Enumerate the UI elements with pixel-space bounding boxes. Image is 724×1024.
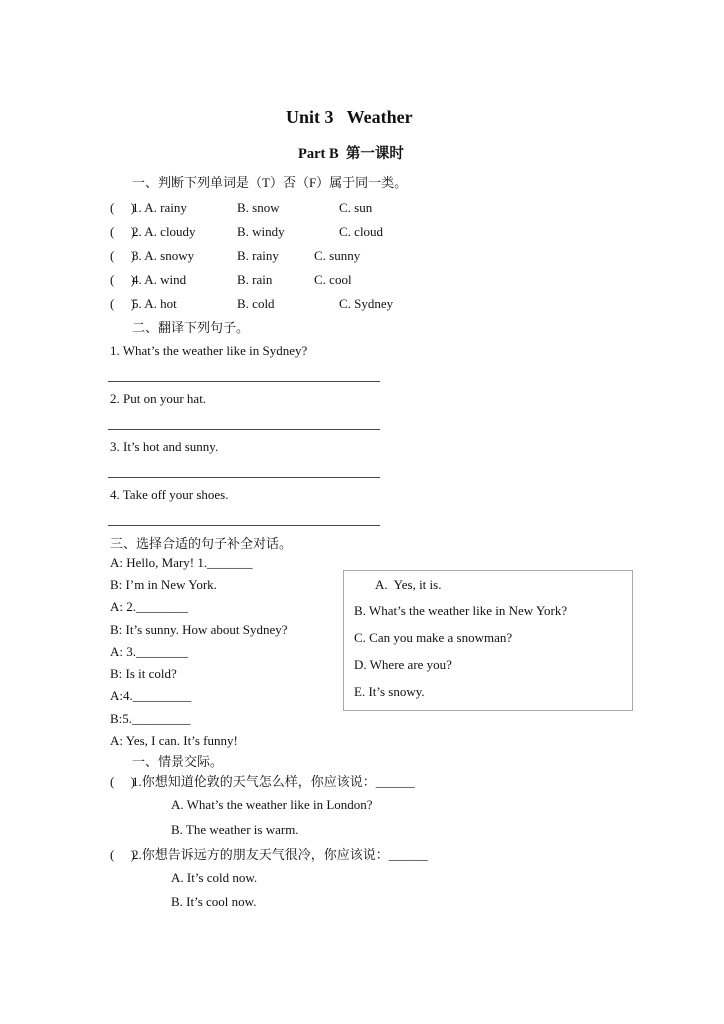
item-option-c: C. cool <box>314 272 352 287</box>
answer-line[interactable] <box>108 381 380 382</box>
dialogue-line: B: I’m in New York. <box>110 577 217 592</box>
option-item: D. Where are you? <box>354 657 452 672</box>
option-item: A. Yes, it is. <box>375 577 442 592</box>
item-option-a: 1. A. rainy <box>132 200 187 215</box>
answer-paren[interactable]: ( ) <box>110 200 135 215</box>
page-subtitle: Part B 第一课时 <box>298 146 404 162</box>
dialogue-line: B:5._________ <box>110 711 191 726</box>
section2-heading: 二、翻译下列句子。 <box>132 320 250 335</box>
answer-line[interactable] <box>108 525 380 526</box>
translate-sentence: 1. What’s the weather like in Sydney? <box>110 343 308 358</box>
question-prompt: 1.你想知道伦敦的天气怎么样，你应该说：______ <box>132 774 415 789</box>
question-prompt: 2.你想告诉远方的朋友天气很冷，你应该说：______ <box>132 847 428 862</box>
item-option-c: C. Sydney <box>339 296 394 311</box>
dialogue-line: A: Yes, I can. It’s funny! <box>110 733 238 748</box>
option-item: E. It’s snowy. <box>354 684 425 699</box>
dialogue-line: A: Hello, Mary! 1._______ <box>110 555 253 570</box>
answer-paren[interactable]: ( ) <box>110 248 135 263</box>
section4-heading: 一、情景交际。 <box>132 754 224 769</box>
answer-paren[interactable]: ( ) <box>110 296 135 311</box>
options-box <box>343 570 633 711</box>
page-title: Unit 3 Weather <box>286 107 413 127</box>
item-option-a: 2. A. cloudy <box>132 224 196 239</box>
item-option-a: 4. A. wind <box>132 272 187 287</box>
dialogue-line: B: Is it cold? <box>110 666 177 681</box>
item-option-a: 5. A. hot <box>132 296 177 311</box>
section3-heading: 三、选择合适的句子补全对话。 <box>110 536 293 551</box>
dialogue-line: B: It’s sunny. How about Sydney? <box>110 622 288 637</box>
answer-paren[interactable]: ( ) <box>110 224 135 239</box>
translate-sentence: 3. It’s hot and sunny. <box>110 439 219 454</box>
choice-b: B. The weather is warm. <box>171 822 299 837</box>
option-item: B. What’s the weather like in New York? <box>354 603 568 618</box>
answer-paren[interactable]: ( ) <box>110 774 135 789</box>
item-option-b: B. snow <box>237 200 280 215</box>
item-option-c: C. sunny <box>314 248 361 263</box>
item-option-b: B. windy <box>237 224 285 239</box>
item-option-c: C. cloud <box>339 224 384 239</box>
choice-a: A. It’s cold now. <box>171 870 258 885</box>
answer-paren[interactable]: ( ) <box>110 272 135 287</box>
dialogue-line: A:4._________ <box>110 688 192 703</box>
item-option-b: B. cold <box>237 296 275 311</box>
translate-sentence: 4. Take off your shoes. <box>110 487 229 502</box>
translate-sentence: 2. Put on your hat. <box>110 391 207 406</box>
choice-b: B. It’s cool now. <box>171 894 257 909</box>
item-option-c: C. sun <box>339 200 373 215</box>
item-option-b: B. rain <box>237 272 273 287</box>
answer-paren[interactable]: ( ) <box>110 847 135 862</box>
item-option-b: B. rainy <box>237 248 279 263</box>
choice-a: A. What’s the weather like in London? <box>171 797 373 812</box>
dialogue-line: A: 3.________ <box>110 644 188 659</box>
item-option-a: 3. A. snowy <box>132 248 195 263</box>
answer-line[interactable] <box>108 429 380 430</box>
option-item: C. Can you make a snowman? <box>354 630 513 645</box>
answer-line[interactable] <box>108 477 380 478</box>
dialogue-line: A: 2.________ <box>110 599 188 614</box>
section1-heading: 一、判断下列单词是（T）否（F）属于同一类。 <box>132 175 408 190</box>
